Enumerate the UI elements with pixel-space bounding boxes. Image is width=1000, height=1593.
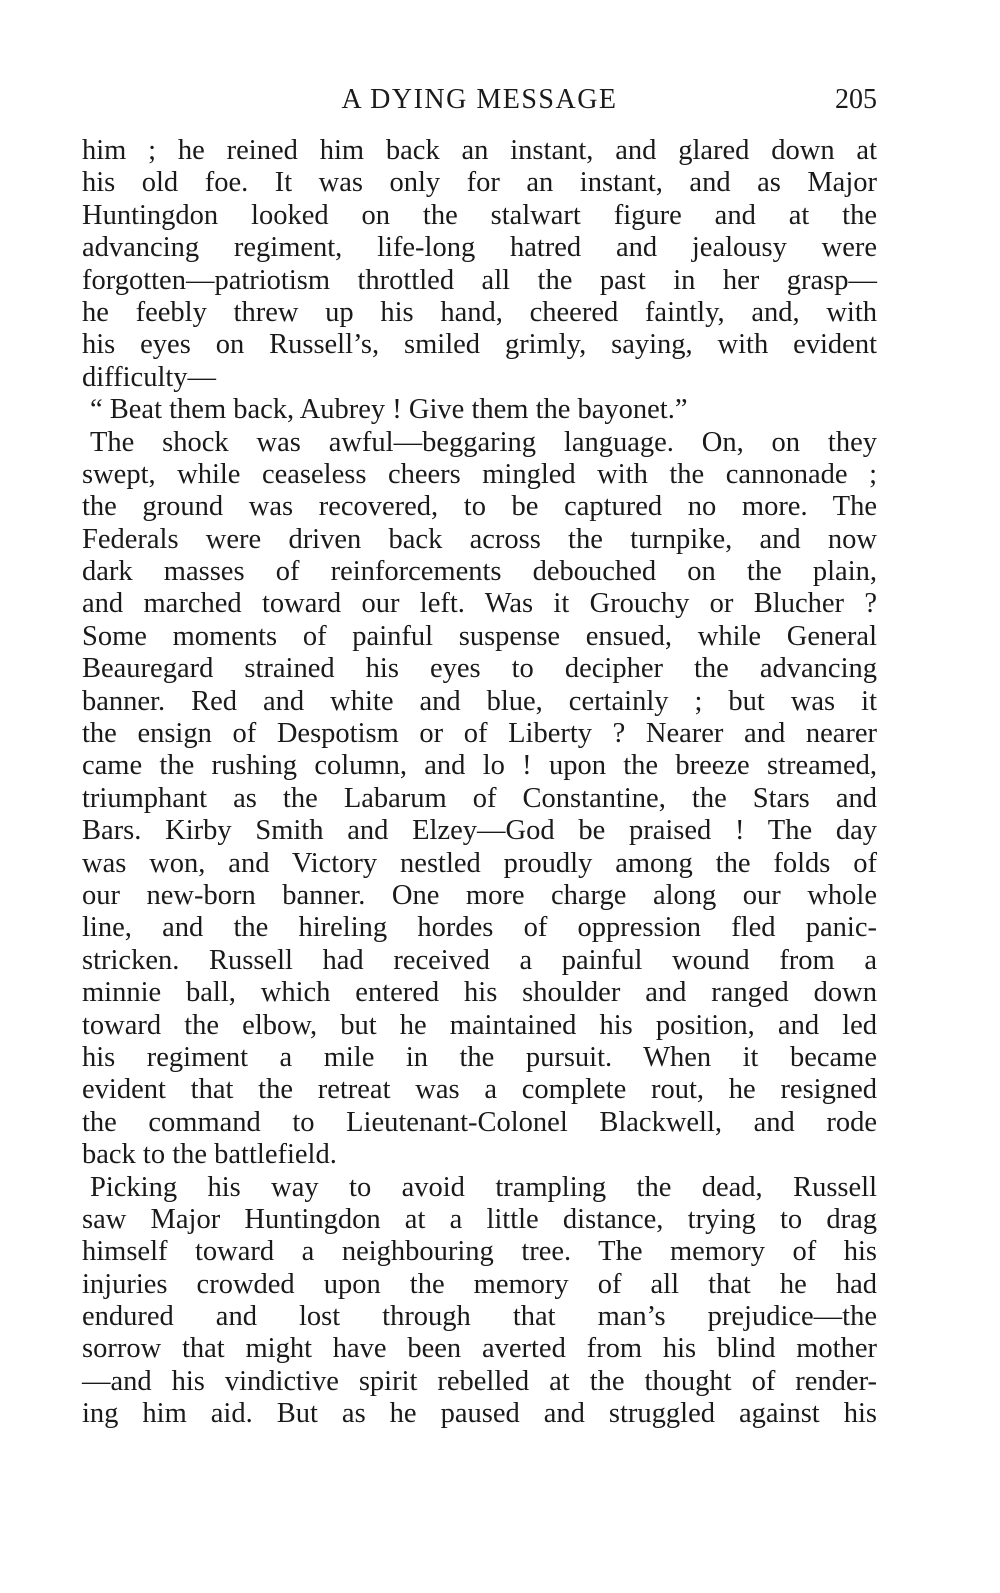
page-header xyxy=(82,84,877,124)
text-line: Bars. Kirby Smith and Elzey—God be praised ! The day xyxy=(82,815,877,847)
text-line: he feebly threw up his hand, cheered faintly, and, with xyxy=(82,296,877,328)
text-line: dark masses of reinforcements debouched on the plain, xyxy=(82,556,877,588)
body-text xyxy=(82,135,877,1431)
text-line: his regiment a mile in the pursuit. When it became xyxy=(82,1041,877,1073)
text-line: back to the battlefield. xyxy=(82,1139,337,1171)
page-number: 205 xyxy=(835,84,877,115)
running-title: A DYING MESSAGE xyxy=(341,84,618,115)
text-line: “ Beat them back, Aubrey ! Give them the bayonet.” xyxy=(90,394,688,426)
text-line: minnie ball, which entered his shoulder and ranged down xyxy=(82,977,877,1009)
text-line: the command to Lieutenant-Colonel Blackwell, and rode xyxy=(82,1106,877,1138)
text-line: swept, while ceaseless cheers mingled with the cannonade ; xyxy=(82,458,877,490)
text-line: saw Major Huntingdon at a little distance, trying to drag xyxy=(82,1203,877,1235)
text-line: endured and lost through that man’s prejudice—the xyxy=(82,1301,877,1333)
text-line: banner. Red and white and blue, certainly ; but was it xyxy=(82,685,877,717)
text-line: injuries crowded upon the memory of all that he had xyxy=(82,1268,877,1300)
text-line: ing him aid. But as he paused and struggled against his xyxy=(82,1398,877,1430)
text-line: him ; he reined him back an instant, and glared down at xyxy=(82,135,877,166)
text-line: triumphant as the Labarum of Constantine, the Stars and xyxy=(82,782,877,814)
text-line: Federals were driven back across the turnpike, and now xyxy=(82,523,877,555)
text-line: himself toward a neighbouring tree. The memory of his xyxy=(82,1236,877,1268)
text-line: the ensign of Despotism or of Liberty ? Nearer and nearer xyxy=(82,718,877,750)
text-line: Some moments of painful suspense ensued, while General xyxy=(82,620,877,652)
text-line: —and his vindictive spirit rebelled at the thought of render- xyxy=(82,1365,877,1397)
text-line: the ground was recovered, to be captured no more. The xyxy=(82,491,877,523)
text-line: Picking his way to avoid trampling the dead, Russell xyxy=(90,1171,877,1203)
text-line: advancing regiment, life-long hatred and jealousy were xyxy=(82,232,877,264)
text-line: sorrow that might have been averted from his blind mother xyxy=(82,1333,877,1365)
text-line: his eyes on Russell’s, smiled grimly, saying, with evident xyxy=(82,329,877,361)
text-line: difficulty— xyxy=(82,361,217,393)
text-line: Beauregard strained his eyes to decipher the advancing xyxy=(82,653,877,685)
text-line: was won, and Victory nestled proudly among the folds of xyxy=(82,847,877,879)
text-line: came the rushing column, and lo ! upon the breeze streamed, xyxy=(82,750,877,782)
text-line: Huntingdon looked on the stalwart figure and at the xyxy=(82,199,877,231)
text-line: The shock was awful—beggaring language. On, on they xyxy=(90,426,877,458)
text-line: forgotten—patriotism throttled all the past in her grasp— xyxy=(82,264,877,296)
text-line: his old foe. It was only for an instant, and as Major xyxy=(82,167,877,199)
text-line: evident that the retreat was a complete rout, he resigned xyxy=(82,1074,877,1106)
text-line: and marched toward our left. Was it Grouchy or Blucher ? xyxy=(82,588,877,620)
text-line: our new-born banner. One more charge along our whole xyxy=(82,879,877,911)
text-line: stricken. Russell had received a painful wound from a xyxy=(82,944,877,976)
text-line: toward the elbow, but he maintained his position, and led xyxy=(82,1009,877,1041)
text-line: line, and the hireling hordes of oppression fled panic- xyxy=(82,912,877,944)
